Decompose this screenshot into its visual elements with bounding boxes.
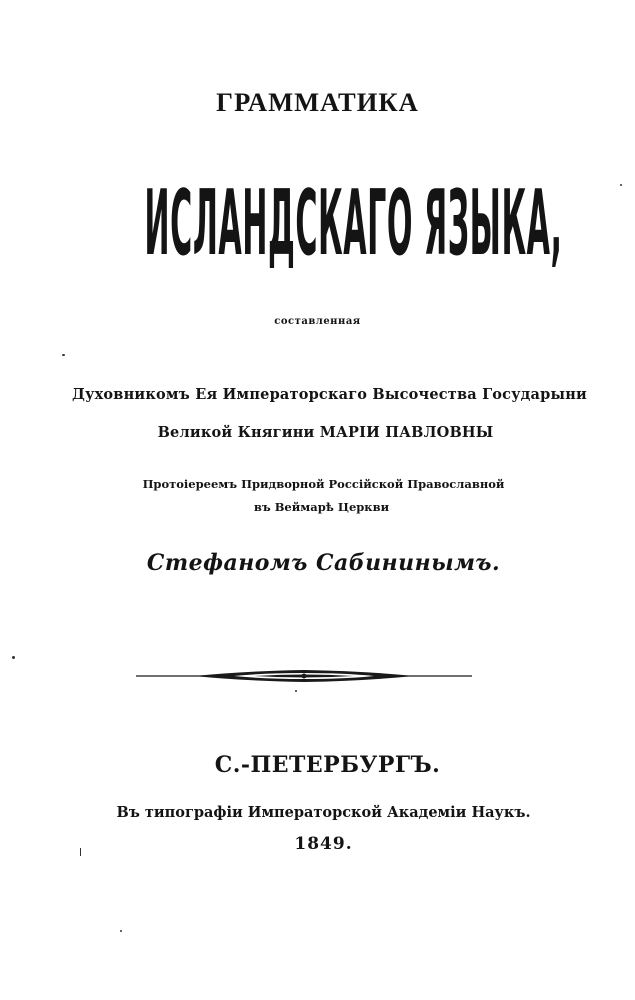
imprint-year: 1849. bbox=[294, 834, 353, 854]
imprint-city: С.-ПЕТЕРБУРГЪ. bbox=[214, 752, 441, 778]
priest-line-2: въ Веймарѣ Церкви bbox=[253, 500, 390, 514]
priest-line-1: Протоiереемъ Придворной Россiйской Православной bbox=[142, 477, 505, 491]
composed-label: составленная bbox=[274, 316, 361, 327]
print-speck bbox=[80, 848, 81, 856]
print-speck bbox=[620, 184, 622, 186]
author-name: Стефаномъ Сабининымъ. bbox=[146, 550, 501, 576]
print-speck bbox=[62, 354, 65, 356]
title-line-1: ГРАММАТИКА bbox=[216, 88, 419, 117]
print-speck bbox=[295, 690, 297, 692]
dedication-line-1: Духовникомъ Ея Императорскаго Высочества Государыни bbox=[72, 386, 587, 403]
ornamental-rule bbox=[134, 664, 474, 688]
title-line-2: ИСЛАНДСКАГО ЯЗЫКА, bbox=[144, 170, 563, 276]
dedication-line-2: Великой Княгини МАРIИ ПАВЛОВНЫ bbox=[157, 424, 494, 441]
print-speck bbox=[12, 656, 15, 659]
print-speck bbox=[120, 930, 122, 932]
imprint-printer: Въ типографiи Императорской Академiи Наукъ. bbox=[116, 804, 531, 821]
